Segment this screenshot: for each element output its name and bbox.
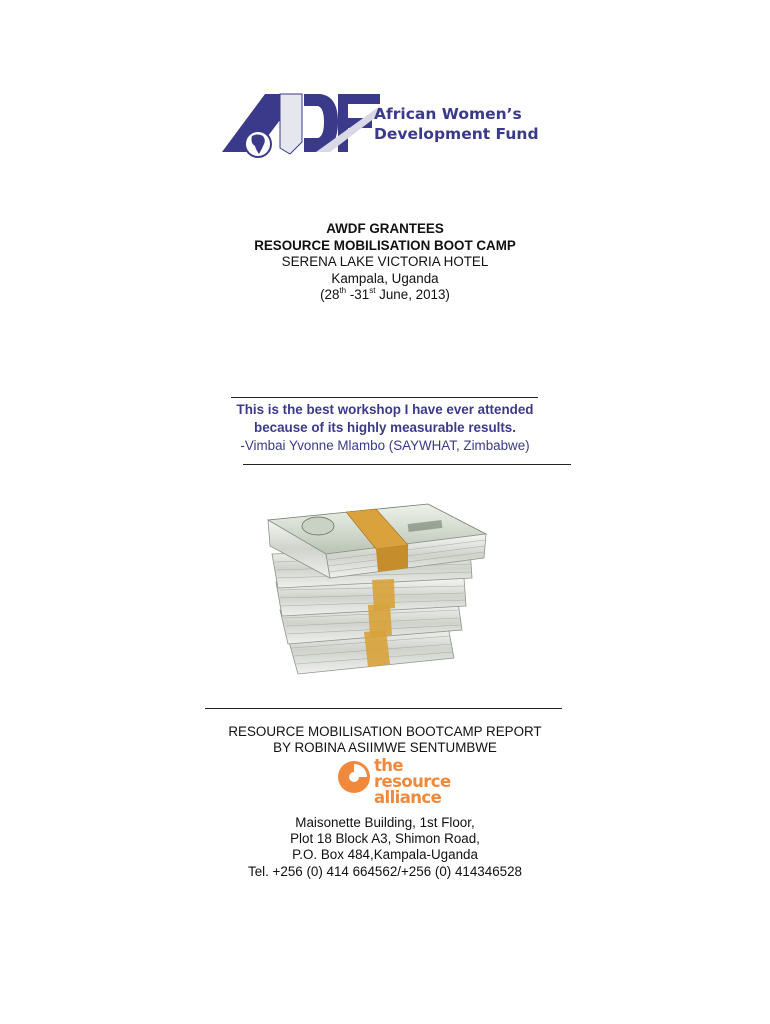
resource-alliance-swirl-icon (337, 760, 371, 794)
quote-top-divider (231, 397, 538, 398)
date-line (0, 287, 770, 304)
report-line-2: BY ROBINA ASIIMWE SENTUMBWE (273, 740, 497, 755)
report-title (0, 724, 770, 756)
report-divider (205, 708, 562, 709)
address-block (0, 815, 770, 880)
title-block (0, 221, 770, 304)
awdf-name-line2: Development Fund (374, 125, 539, 143)
date-sup-1: th (339, 285, 347, 295)
telephone-line: Tel. +256 (0) 414 664562/+256 (0) 414346528 (248, 863, 522, 879)
awdf-name-line1: African Women’s (374, 105, 522, 123)
ra-line-1: the (374, 756, 404, 775)
venue-line: SERENA LAKE VICTORIA HOTEL (281, 254, 489, 269)
date-mid: -31 (346, 287, 370, 302)
title-line-1: AWDF GRANTEES (326, 221, 444, 236)
money-stack-icon (258, 498, 494, 694)
awdf-emblem-icon (220, 92, 380, 160)
quote-bottom-divider (243, 464, 571, 465)
testimonial-quote (0, 401, 770, 455)
ra-line-2: resource (374, 772, 451, 791)
address-line-3: P.O. Box 484,Kampala-Uganda (292, 847, 478, 863)
quote-line-2: because of its highly measurable results. (254, 420, 516, 435)
city-line: Kampala, Uganda (331, 270, 439, 286)
awdf-name (374, 104, 539, 144)
quote-line-1: This is the best workshop I have ever attended (236, 402, 534, 417)
date-open: (28 (320, 287, 340, 302)
address-line-1: Maisonette Building, 1st Floor, (295, 815, 475, 830)
date-close: June, 2013) (375, 287, 450, 302)
ra-line-3: alliance (374, 788, 442, 807)
resource-alliance-logo (337, 758, 457, 808)
resource-alliance-name (374, 758, 451, 806)
quote-author: -Vimbai Yvonne Mlambo (SAYWHAT, Zimbabwe) (240, 438, 530, 453)
address-line-2: Plot 18 Block A3, Shimon Road, (290, 831, 480, 847)
awdf-logo (220, 92, 550, 160)
date-sup-2: st (369, 285, 376, 295)
title-line-2: RESOURCE MOBILISATION BOOT CAMP (254, 237, 516, 253)
report-line-1: RESOURCE MOBILISATION BOOTCAMP REPORT (228, 724, 542, 739)
